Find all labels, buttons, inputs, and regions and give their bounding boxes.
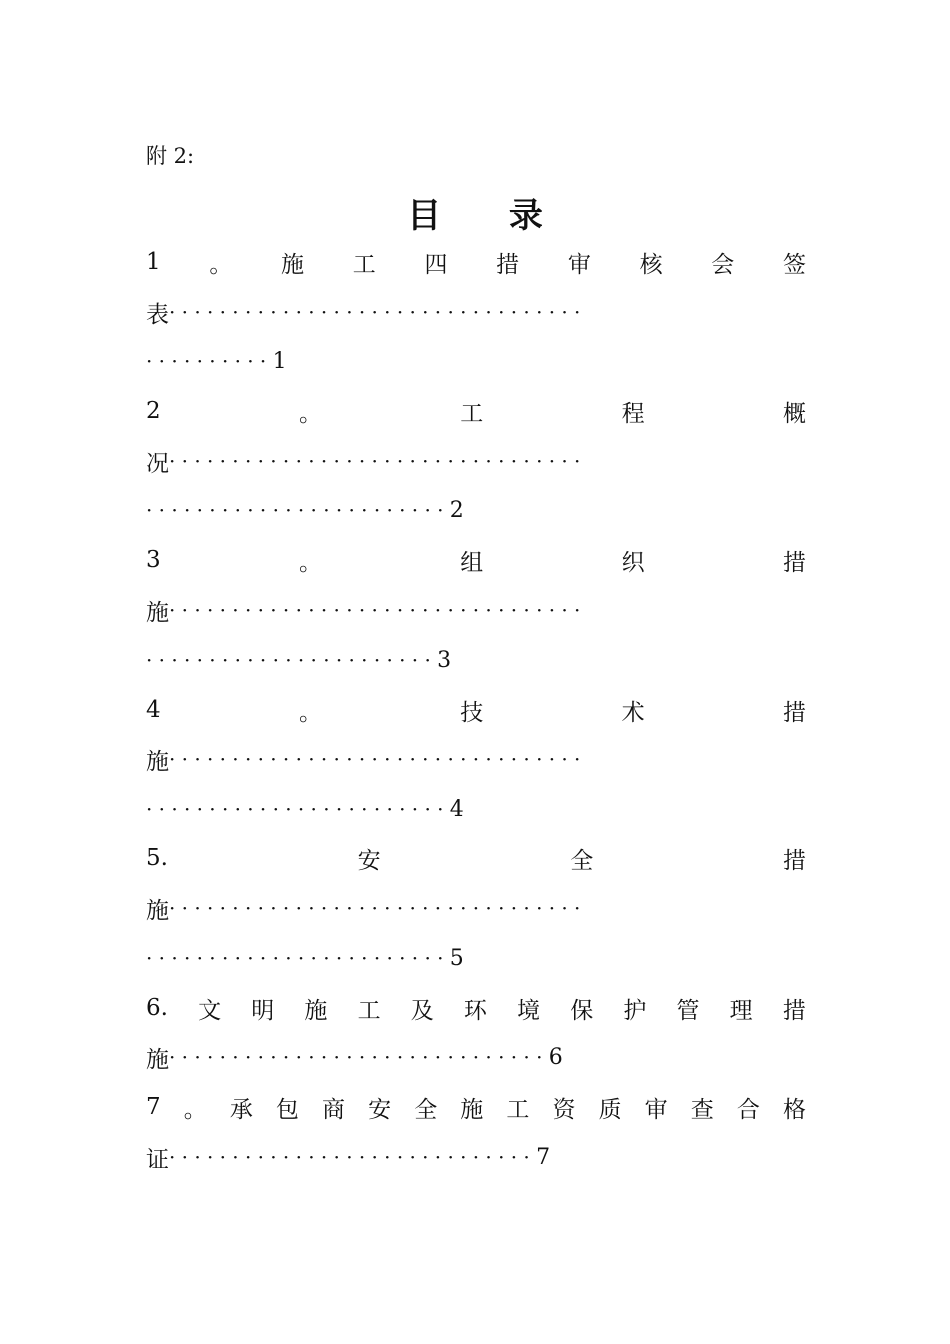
toc-entry-7-part: 7 — [146, 1094, 161, 1120]
toc-entry-4-part: 术 — [621, 699, 645, 726]
toc-entry-7-part: 全 — [414, 1096, 438, 1123]
toc-entry-6-part: 管 — [676, 997, 700, 1024]
toc-entry-7-leader-dots: ····························· — [169, 1145, 537, 1169]
toc-entry-7-part: 合 — [736, 1096, 760, 1123]
toc-entry-7-part: 安 — [368, 1096, 392, 1123]
toc-entry-6-leader-dots: ······························ — [169, 1045, 549, 1069]
toc-entry-7-part: 格 — [782, 1096, 806, 1123]
toc-entry-5-heading[interactable] — [146, 838, 806, 878]
toc-entry-6-page-number: 6 — [548, 1044, 563, 1070]
toc-entry-3-page-number: 3 — [437, 647, 452, 673]
toc-entry-7-part: 商 — [322, 1096, 346, 1123]
toc-entry-4-part: 。 — [298, 699, 322, 726]
toc-entry-7-wrap[interactable] — [146, 1137, 806, 1177]
toc-entry-6-part: 境 — [517, 997, 541, 1024]
toc-entry-1-part: 措 — [496, 251, 520, 278]
toc-entry-1-last[interactable] — [146, 341, 806, 381]
toc-entry-6-part: 护 — [623, 997, 647, 1024]
toc-entry-7-part: 查 — [690, 1096, 714, 1123]
toc-entry-5-part: 5. — [146, 845, 168, 871]
toc-entry-2-part: 2 — [146, 398, 161, 424]
toc-entry-3-wrap-char: 施 — [146, 599, 169, 626]
toc-entry-1-wrap[interactable] — [146, 292, 806, 332]
toc-entry-1-part: 核 — [639, 251, 663, 278]
toc-entry-6-part: 6. — [146, 995, 168, 1021]
toc-entry-2-heading[interactable] — [146, 391, 806, 431]
page-title: 目 录 — [407, 196, 571, 236]
toc-entry-7-part: 质 — [598, 1096, 622, 1123]
toc-entry-6-heading[interactable] — [146, 988, 806, 1028]
toc-entry-3-leader-dots: ································· — [169, 598, 587, 622]
toc-entry-3-last[interactable] — [146, 640, 806, 680]
toc-entry-3-leader-dots-end: ······················· — [146, 648, 438, 672]
toc-entry-7-part: 施 — [460, 1096, 484, 1123]
toc-entry-1-part: 工 — [352, 251, 376, 278]
toc-entry-2-part: 工 — [460, 400, 484, 427]
toc-entry-6-part: 及 — [410, 997, 434, 1024]
toc-entry-3-heading[interactable] — [146, 540, 806, 580]
toc-entry-6-wrap-char: 施 — [146, 1046, 169, 1073]
toc-entry-6-part: 环 — [463, 997, 487, 1024]
toc-entry-1-part: 。 — [209, 251, 233, 278]
toc-entry-2-part: 概 — [782, 400, 806, 427]
attachment-label: 附 2: — [146, 144, 195, 168]
toc-entry-5-part: 安 — [357, 847, 381, 874]
toc-entry-5-leader-dots-end: ························ — [146, 946, 450, 970]
toc-entry-4-leader-dots-end: ························ — [146, 797, 450, 821]
toc-entry-3-part: 组 — [460, 549, 484, 576]
toc-entry-1-wrap-char: 表 — [146, 301, 169, 328]
toc-entry-4-wrap[interactable] — [146, 739, 806, 779]
toc-entry-5-wrap[interactable] — [146, 888, 806, 928]
toc-entry-2-page-number: 2 — [449, 497, 464, 523]
toc-entry-2-wrap-char: 况 — [146, 450, 169, 477]
toc-entry-4-leader-dots: ································· — [169, 747, 587, 771]
toc-entry-6-part: 保 — [570, 997, 594, 1024]
toc-entry-2-leader-dots: ································· — [169, 449, 587, 473]
toc-entry-4-part: 技 — [460, 699, 484, 726]
toc-entry-7-wrap-char: 证 — [146, 1146, 169, 1173]
toc-entry-1-part: 1 — [146, 249, 161, 275]
toc-entry-1-part: 签 — [782, 251, 806, 278]
toc-entry-5-part: 全 — [570, 847, 594, 874]
toc-entry-2-part: 程 — [621, 400, 645, 427]
toc-entry-5-leader-dots: ································· — [169, 896, 587, 920]
toc-entry-7-part: 工 — [506, 1096, 530, 1123]
toc-entry-4-heading[interactable] — [146, 690, 806, 730]
toc-entry-1-part: 四 — [424, 251, 448, 278]
toc-entry-2-last[interactable] — [146, 490, 806, 530]
toc-entry-6-part: 措 — [782, 997, 806, 1024]
toc-entry-4-page-number: 4 — [449, 796, 464, 822]
toc-entry-7-part: 承 — [229, 1096, 253, 1123]
toc-entry-3-part: 3 — [146, 547, 161, 573]
toc-entry-2-wrap[interactable] — [146, 441, 806, 481]
toc-entry-3-part: 织 — [621, 549, 645, 576]
toc-entry-4-part: 4 — [146, 697, 161, 723]
toc-entry-6-part: 明 — [251, 997, 275, 1024]
toc-entry-5-wrap-char: 施 — [146, 897, 169, 924]
toc-entry-2-part: 。 — [298, 400, 322, 427]
toc-entry-1-leader-dots-end: ·········· — [146, 349, 273, 373]
toc-entry-6-part: 工 — [357, 997, 381, 1024]
toc-entry-7-part: 包 — [275, 1096, 299, 1123]
toc-entry-5-last[interactable] — [146, 938, 806, 978]
toc-entry-4-last[interactable] — [146, 789, 806, 829]
toc-entry-6-part: 文 — [198, 997, 222, 1024]
toc-entry-5-part: 措 — [782, 847, 806, 874]
toc-entry-6-wrap[interactable] — [146, 1037, 806, 1077]
toc-entry-4-wrap-char: 施 — [146, 748, 169, 775]
toc-entry-1-heading[interactable] — [146, 242, 806, 282]
toc-entry-1-part: 施 — [281, 251, 305, 278]
toc-entry-7-part: 。 — [183, 1096, 207, 1123]
toc-entry-3-part: 。 — [298, 549, 322, 576]
toc-entry-1-leader-dots: ································· — [169, 300, 587, 324]
toc-entry-2-leader-dots-end: ························ — [146, 498, 450, 522]
toc-entry-3-wrap[interactable] — [146, 590, 806, 630]
toc-entry-7-part: 资 — [552, 1096, 576, 1123]
toc-entry-7-heading[interactable] — [146, 1087, 806, 1127]
toc-entry-7-page-number: 7 — [536, 1144, 551, 1170]
toc-entry-1-page-number: 1 — [272, 348, 287, 374]
toc-entry-7-part: 审 — [644, 1096, 668, 1123]
toc-entry-6-part: 施 — [304, 997, 328, 1024]
toc-entry-1-part: 会 — [711, 251, 735, 278]
toc-entry-1-part: 审 — [567, 251, 591, 278]
toc-entry-3-part: 措 — [782, 549, 806, 576]
toc-entry-5-page-number: 5 — [449, 945, 464, 971]
toc-entry-6-part: 理 — [729, 997, 753, 1024]
toc-entry-4-part: 措 — [782, 699, 806, 726]
